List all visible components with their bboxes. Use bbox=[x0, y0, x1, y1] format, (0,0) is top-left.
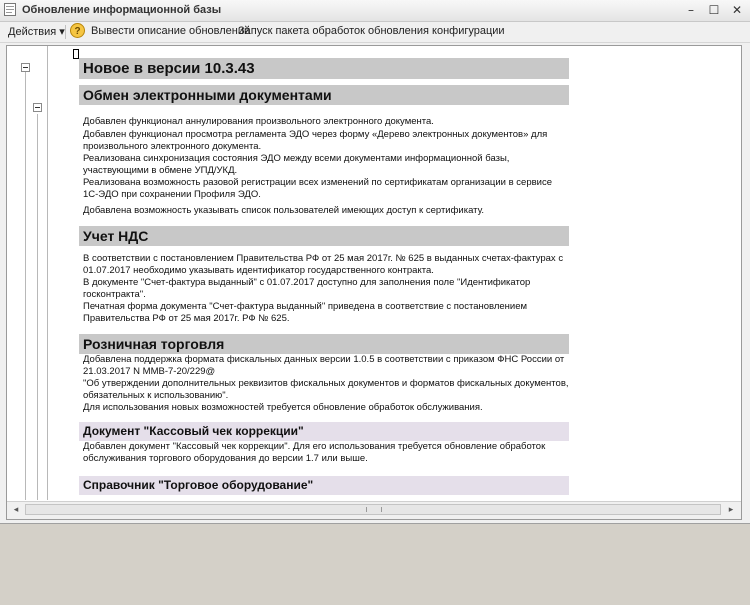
subsection-paragraph: Добавлен документ "Кассовый чек коррекции". Для его использования требуется обновление обработок обслуживания торгового оборудования до версии 1.7 или выше. bbox=[83, 441, 546, 464]
section-paragraph: Добавлена возможность указывать список пользователей имеющих доступ к сертификату. bbox=[83, 205, 485, 216]
subsection-heading: Документ "Кассовый чек коррекции" bbox=[79, 422, 569, 441]
section-paragraph: Добавлен функционал аннулирования произвольного электронного документа. bbox=[83, 116, 434, 127]
scroll-right-icon[interactable]: ▸ bbox=[728, 505, 734, 515]
close-button[interactable]: ✕ bbox=[731, 3, 743, 17]
version-heading: Новое в версии 10.3.43 bbox=[79, 58, 569, 79]
section-paragraph: Для использования новых возможностей требуется обновление обработок обслуживания. bbox=[83, 402, 483, 413]
section-heading: Учет НДС bbox=[79, 226, 569, 246]
actions-menu[interactable]: Действия ▾ bbox=[8, 26, 65, 38]
scrollbar-grip-icon bbox=[366, 507, 382, 512]
section-paragraph: Добавлена поддержка формата фискальных данных версии 1.0.5 в соответствии с приказом ФНС России от 21.03.2017 N ММВ-7-20/229@ bbox=[83, 354, 565, 377]
document-content bbox=[79, 58, 569, 500]
outline-gutter bbox=[7, 46, 73, 500]
run-update-batch-button[interactable]: Запуск пакета обработок обновления конфигурации bbox=[238, 25, 505, 37]
outline-line bbox=[37, 114, 38, 500]
section-paragraph: Реализована синхронизация состояния ЭДО между всеми документами информационной базы, участвующими в обмене УПД/УКД. bbox=[83, 153, 510, 176]
section-heading: Обмен электронными документами bbox=[79, 85, 569, 105]
toolbar bbox=[0, 22, 750, 43]
update-description-document[interactable] bbox=[6, 45, 742, 520]
window-title: Обновление информационной базы bbox=[22, 4, 222, 16]
subsection-heading: Справочник "Торговое оборудование" bbox=[79, 476, 569, 495]
section-heading: Розничная торговля bbox=[79, 334, 569, 354]
scrollbar-thumb[interactable] bbox=[25, 504, 721, 515]
describe-updates-button[interactable]: Вывести описание обновлений bbox=[91, 25, 251, 37]
section-paragraph: Добавлен функционал просмотра регламента ЭДО через форму «Дерево электронных документов» для произвольного электронного документа. bbox=[83, 129, 548, 152]
section-paragraph: "Об утверждении дополнительных реквизитов фискальных документов и форматов фискальных документов, обязательных к использованию". bbox=[83, 378, 569, 401]
collapse-section-icon[interactable] bbox=[33, 103, 42, 112]
document-icon bbox=[4, 3, 16, 16]
horizontal-scrollbar[interactable] bbox=[7, 501, 741, 519]
section-paragraph: В соответствии с постановлением Правительства РФ от 25 мая 2017г. № 625 в выданных счетах-фактурах с 01.07.2017 необходимо указывать идентификатор государственного контракта. bbox=[83, 253, 564, 276]
section-paragraph: В документе "Счет-фактура выданный" с 01.07.2017 доступно для заполнения поле "Идентификатор госконтракта". bbox=[83, 277, 531, 300]
outline-line bbox=[25, 70, 26, 500]
collapse-version-icon[interactable] bbox=[21, 63, 30, 72]
help-icon[interactable]: ? bbox=[70, 23, 85, 38]
section-paragraph: Реализована возможность разовой регистрации всех изменений по сертификатам организации в сервисе 1С-ЭДО при сохранении Профиля ЭДО. bbox=[83, 177, 553, 200]
scroll-left-icon[interactable]: ◂ bbox=[13, 505, 19, 515]
outline-line bbox=[47, 46, 48, 500]
title-bar bbox=[0, 0, 750, 22]
maximize-button[interactable]: ☐ bbox=[708, 3, 720, 17]
toolbar-separator bbox=[65, 25, 66, 39]
minimize-button[interactable]: – bbox=[688, 3, 694, 17]
section-paragraph: Печатная форма документа "Счет-фактура выданный" приведена в соответствие с постановлением Правительства РФ от 25 мая 2017г. РФ № 625. bbox=[83, 301, 528, 324]
